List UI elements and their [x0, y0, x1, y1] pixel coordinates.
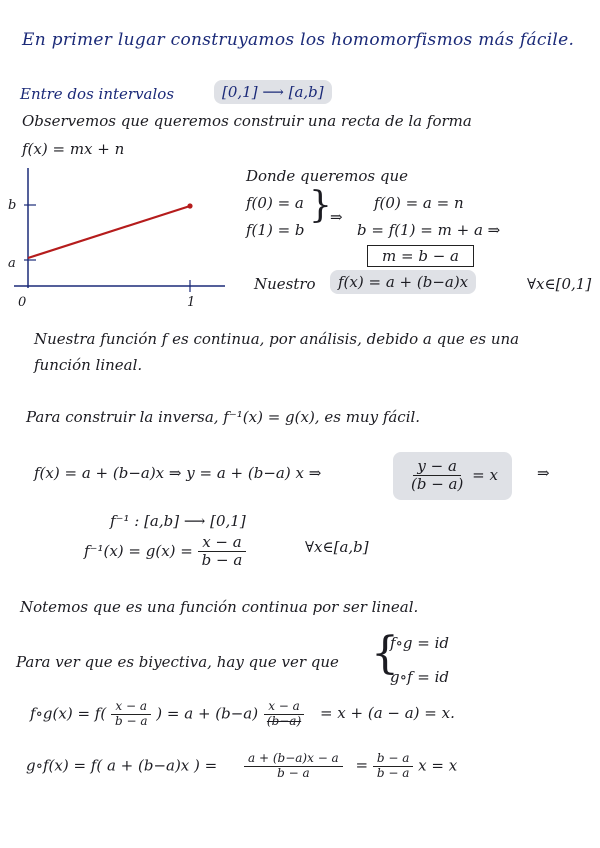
- linear-function-graph: [0, 160, 240, 310]
- fog-numerator-2: x − a: [264, 700, 304, 715]
- bijection-intro: Para ver que es biyectiva, hay que ver que: [16, 653, 339, 671]
- function-formula: f(x) = a + (b−a)x: [330, 270, 476, 294]
- fog-denominator: b − a: [114, 713, 148, 728]
- inverse-solution-box: [393, 452, 512, 500]
- left-brace-icon: {: [371, 628, 399, 679]
- function-domain: ∀x∈[0,1]: [527, 275, 592, 293]
- gof-left: g∘f(x) = f( a + (b−a)x ) =: [26, 756, 218, 775]
- gof-right: x = x: [418, 756, 458, 775]
- inverse-fraction: [407, 458, 467, 494]
- condition-f0: f(0) = a: [246, 194, 304, 212]
- result-m-step: b = f(1) = m + a ⇒: [357, 221, 501, 239]
- gof-denominator: b − a: [277, 765, 310, 780]
- g-fraction: [198, 534, 247, 570]
- inverse-definition: [84, 534, 246, 570]
- inverse-mapping: f⁻¹ : [a,b] ⟶ [0,1]: [110, 512, 246, 530]
- y-tick-label-a: a: [8, 256, 16, 271]
- nuestro-label: Nuestro: [254, 275, 316, 293]
- boxed-m-result: m = b − a: [367, 245, 474, 267]
- interval-mapping: [0,1] ⟶ [a,b]: [214, 80, 332, 104]
- continuity-note: Notemos que es una función continua por ser lineal.: [20, 598, 419, 616]
- continuity-text-2: función lineal.: [34, 356, 143, 374]
- page-title: En primer lugar construyamos los homomorfismos más fácile.: [22, 30, 575, 50]
- x-tick-label-1: 1: [187, 295, 196, 310]
- inverse-intro: Para construir la inversa, f⁻¹(x) = g(x), es muy fácil.: [26, 408, 421, 426]
- gof-fraction-2: [373, 752, 414, 781]
- condition-fog: f∘g = id: [390, 634, 450, 652]
- gof-numerator: a + (b−a)x − a: [244, 752, 343, 767]
- fog-computation: [30, 700, 455, 729]
- continuity-text-1: Nuestra función f es continua, por análisis, debido a que es una: [34, 330, 520, 348]
- g-def-left: f⁻¹(x) = g(x) =: [84, 541, 193, 560]
- gof-equals: =: [355, 756, 369, 775]
- implies-arrow-2: ⇒: [537, 464, 550, 482]
- fog-left: f∘g(x) = f(: [30, 704, 107, 723]
- donde-text: Donde queremos que: [246, 167, 409, 185]
- condition-gof: g∘f = id: [390, 668, 450, 686]
- fog-numerator: x − a: [111, 700, 151, 715]
- gof-denominator-2: b − a: [376, 765, 410, 780]
- line-form-formula: f(x) = mx + n: [22, 140, 125, 158]
- right-brace-icon: }: [309, 185, 332, 226]
- intervals-intro: Entre dos intervalos: [20, 85, 175, 103]
- g-numerator: x − a: [198, 534, 246, 552]
- implies-arrow: ⇒: [330, 208, 343, 226]
- result-n: f(0) = a = n: [374, 194, 464, 212]
- fog-denominator-2: (b−a): [266, 713, 302, 728]
- fraction-equals-x: = x: [472, 465, 498, 484]
- inverse-domain: ∀x∈[a,b]: [305, 538, 369, 556]
- y-tick-label-b: b: [8, 198, 17, 213]
- endpoint-dot: [187, 203, 192, 208]
- fog-right: = x + (a − a) = x.: [319, 704, 455, 723]
- fraction-numerator: y − a: [413, 458, 461, 476]
- fog-fraction-2: [263, 700, 305, 729]
- observation-text: Observemos que queremos construir una recta de la forma: [22, 112, 472, 130]
- fog-mid: ) = a + (b−a): [156, 704, 259, 723]
- x-tick-label-0: 0: [18, 295, 27, 310]
- fraction-denominator: (b − a): [411, 475, 464, 494]
- inverse-derivation: f(x) = a + (b−a)x ⇒ y = a + (b−a) x ⇒: [34, 464, 322, 482]
- gof-fraction: [244, 752, 343, 781]
- gof-computation: [26, 752, 457, 781]
- condition-f1: f(1) = b: [246, 221, 305, 239]
- function-line: [28, 206, 190, 258]
- g-denominator: b − a: [201, 551, 243, 570]
- fog-fraction: [111, 700, 152, 729]
- gof-numerator-2: b − a: [373, 752, 414, 767]
